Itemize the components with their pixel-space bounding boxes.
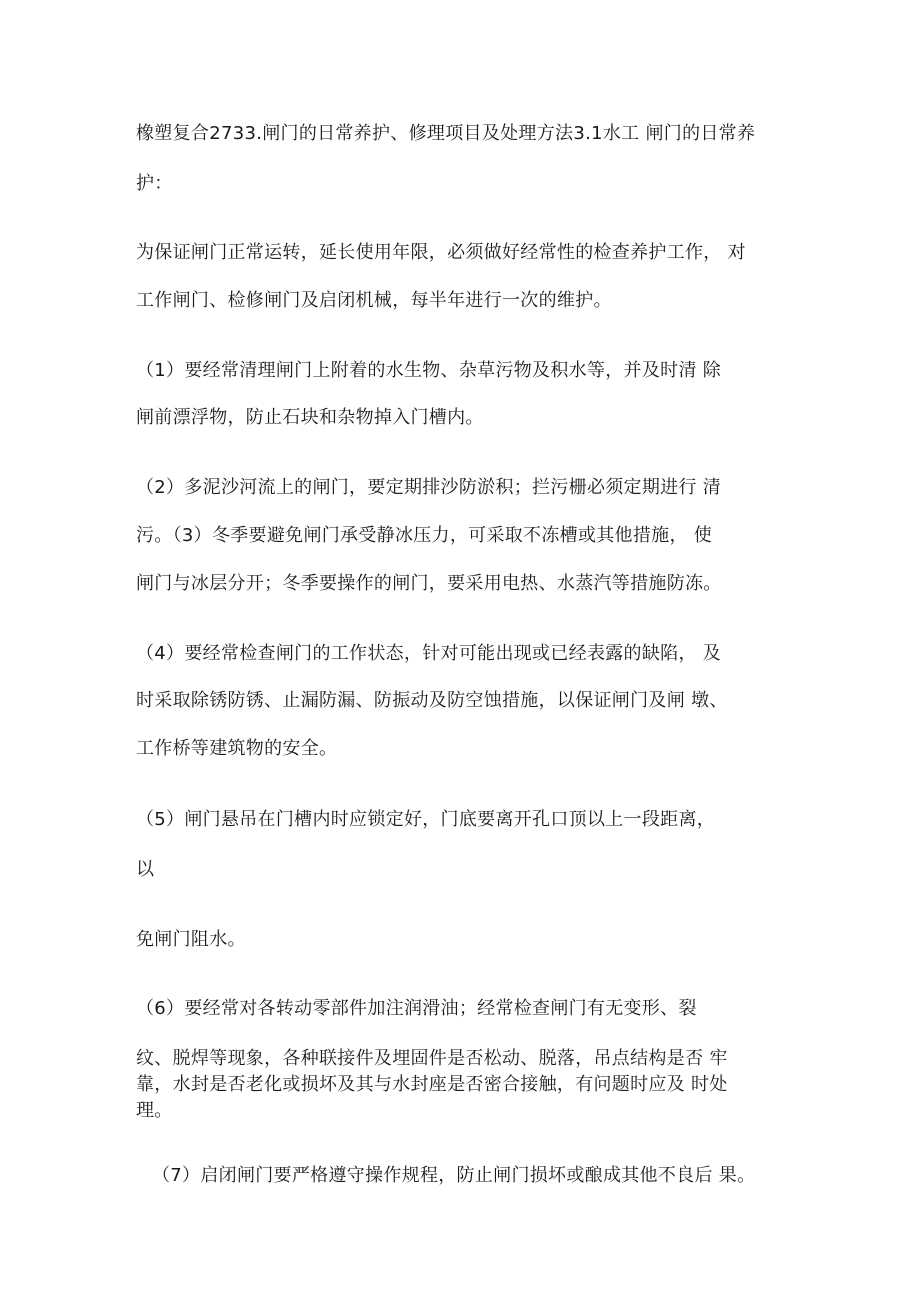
item-1-line: （1）要经常清理闸门上附着的水生物、杂草污物及积水等，并及时清 除	[136, 360, 722, 381]
section-heading-line: 橡塑复合2733.闸门的日常养护、修理项目及处理方法3.1水工 闸门的日常养	[136, 123, 756, 144]
section-heading-line: 护：	[136, 173, 173, 194]
item-7-line: （7）启闭闸门要严格遵守操作规程，防止闸门损坏或酿成其他不良后 果。	[152, 1165, 756, 1186]
item-1-line: 闸前漂浮物，防止石块和杂物掉入门槽内。	[136, 407, 484, 428]
intro-paragraph-line: 工作闸门、检修闸门及启闭机械，每半年进行一次的维护。	[136, 290, 612, 311]
item-5-line: 以	[136, 859, 155, 880]
item-6-line: 纹、脱焊等现象，各种联接件及埋固件是否松动、脱落，吊点结构是否 牢	[136, 1048, 728, 1069]
item-6-line: 理。	[136, 1100, 173, 1121]
item-2-3-line: 污。（3）冬季要避免闸门承受静冰压力，可采取不冻槽或其他措施， 使	[136, 525, 713, 546]
item-6-line: 靠，水封是否老化或损坏及其与水封座是否密合接触，有问题时应及 时处	[136, 1074, 728, 1095]
item-5-line: （5）闸门悬吊在门槽内时应锁定好，门底要离开孔口顶以上一段距离，	[136, 809, 716, 830]
item-3-line: 闸门与冰层分开；冬季要操作的闸门，要采用电热、水蒸汽等措施防冻。	[136, 573, 722, 594]
item-4-line: 工作桥等建筑物的安全。	[136, 738, 338, 759]
item-5-line: 免闸门阻水。	[136, 929, 246, 950]
item-4-line: 时采取除锈防锈、止漏防漏、防振动及防空蚀措施，以保证闸门及闸 墩、	[136, 690, 728, 711]
item-4-line: （4）要经常检查闸门的工作状态，针对可能出现或已经表露的缺陷， 及	[136, 643, 722, 664]
item-2-line: （2）多泥沙河流上的闸门，要定期排沙防淤积；拦污栅必须定期进行 清	[136, 477, 722, 498]
intro-paragraph-line: 为保证闸门正常运转，延长使用年限，必须做好经常性的检查养护工作， 对	[136, 242, 746, 263]
item-6-line: （6）要经常对各转动零部件加注润滑油；经常检查闸门有无变形、裂	[136, 998, 697, 1019]
